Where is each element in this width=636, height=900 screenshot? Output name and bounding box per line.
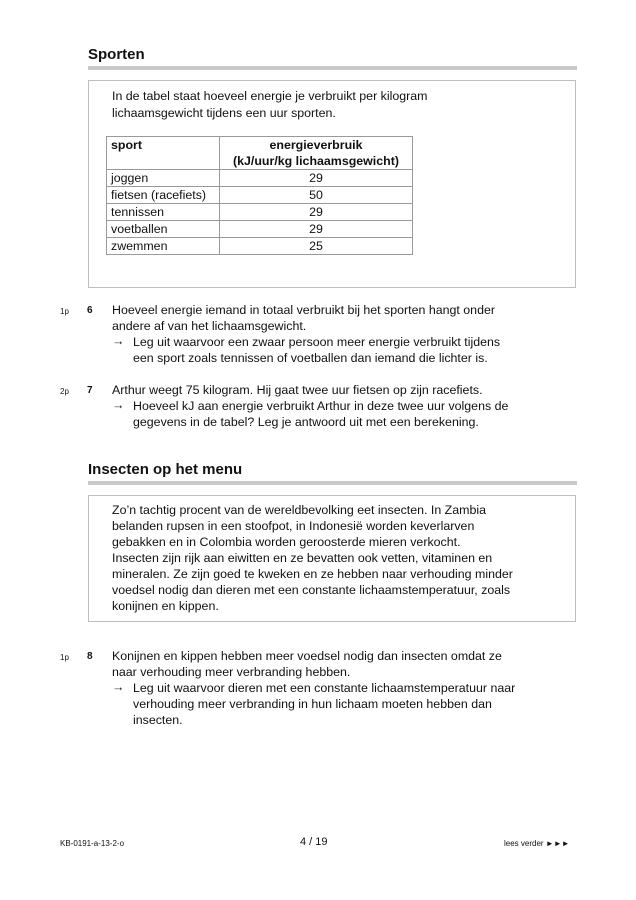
table-cell-sport: tennissen	[107, 204, 220, 221]
insect-text-line: mineralen. Ze zijn goed te kweken en ze hebben naar verhouding minder	[112, 567, 513, 581]
table-row	[107, 238, 413, 255]
section-title-sporten: Sporten	[88, 46, 145, 63]
section-title-insecten: Insecten op het menu	[88, 461, 243, 478]
table-cell-sport: fietsen (racefiets)	[107, 187, 220, 204]
question-text-line: naar verhouding meer verbranding hebben.	[112, 665, 351, 679]
footer-next-page: lees verder ►►►	[504, 839, 570, 848]
section-divider	[88, 481, 577, 485]
table-cell-sport: voetballen	[107, 221, 220, 238]
question-task-line: verhouding meer verbranding in hun lichaam moeten hebben dan	[133, 697, 492, 711]
question-number: 8	[87, 651, 93, 662]
question-text-line: Konijnen en kippen hebben meer voedsel nodig dan insecten omdat ze	[112, 649, 502, 663]
arrow-icon: →	[112, 334, 125, 348]
header-energy-line1: energieverbruik	[269, 138, 363, 152]
insect-text-line: voedsel nodig dan dieren met een constante lichaamstemperatuur, zoals	[112, 583, 511, 597]
insect-text-line: gebakken en in Colombia worden geroosterde mieren verkocht.	[112, 535, 461, 549]
table-cell-value: 29	[220, 221, 413, 238]
table-cell-sport: joggen	[107, 170, 220, 187]
table-header-sport: sport	[107, 137, 220, 170]
table-row	[107, 204, 413, 221]
energy-table	[106, 136, 413, 255]
question-task-line: insecten.	[133, 713, 183, 727]
table-header-row	[107, 137, 413, 170]
table-cell-sport: zwemmen	[107, 238, 220, 255]
question-task-line: Leg uit waarvoor een zwaar persoon meer energie verbruikt tijdens	[133, 335, 501, 349]
table-row	[107, 170, 413, 187]
insect-text-line: konijnen en kippen.	[112, 599, 219, 613]
table-row	[107, 187, 413, 204]
question-number: 7	[87, 385, 93, 396]
footer-exam-code: KB-0191-a-13-2-o	[60, 839, 125, 848]
table-cell-value: 50	[220, 187, 413, 204]
question-number: 6	[87, 305, 93, 316]
question-text-line: Arthur weegt 75 kilogram. Hij gaat twee uur fietsen op zijn racefiets.	[112, 383, 483, 397]
question-points: 1p	[60, 307, 69, 316]
arrow-icon: →	[112, 680, 125, 694]
sport-intro-text: In de tabel staat hoeveel energie je verbruikt per kilogram lichaamsgewicht tijdens een uur sporten.	[112, 89, 428, 120]
insect-text-line: belanden rupsen in een stoofpot, in Indonesië worden keverlarven	[112, 519, 475, 533]
question-points: 1p	[60, 653, 69, 662]
question-task-line: Leg uit waarvoor dieren met een constante lichaamstemperatuur naar	[133, 681, 516, 695]
section-divider	[88, 66, 577, 70]
insect-text-line: Zo’n tachtig procent van de wereldbevolking eet insecten. In Zambia	[112, 503, 487, 517]
footer-page-number: 4 / 19	[300, 836, 328, 848]
question-task-line: gegevens in de tabel? Leg je antwoord uit met een berekening.	[133, 415, 479, 429]
question-text-line: Hoeveel energie iemand in totaal verbruikt bij het sporten hangt onder	[112, 303, 495, 317]
question-task-line: een sport zoals tennissen of voetballen dan iemand die lichter is.	[133, 351, 488, 365]
question-task-line: Hoeveel kJ aan energie verbruikt Arthur in deze twee uur volgens de	[133, 399, 509, 413]
table-row	[107, 221, 413, 238]
header-energy-line2: (kJ/uur/kg lichaamsgewicht)	[233, 154, 399, 168]
question-points: 2p	[60, 387, 69, 396]
table-cell-value: 29	[220, 204, 413, 221]
question-text-line: andere af van het lichaamsgewicht.	[112, 319, 307, 333]
table-cell-value: 29	[220, 170, 413, 187]
table-header-energy	[220, 137, 413, 170]
table-cell-value: 25	[220, 238, 413, 255]
insect-text-line: Insecten zijn rijk aan eiwitten en ze bevatten ook vetten, vitaminen en	[112, 551, 493, 565]
arrow-icon: →	[112, 398, 125, 412]
